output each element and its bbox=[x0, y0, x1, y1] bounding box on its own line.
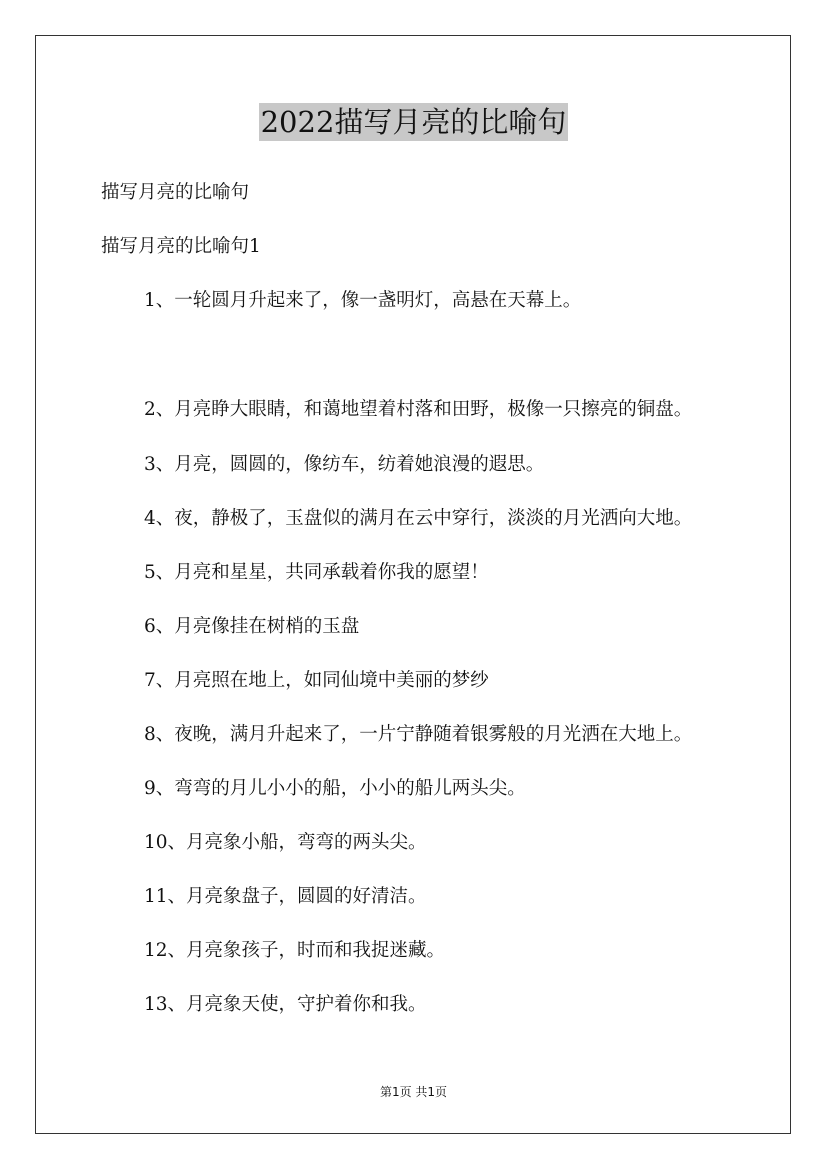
list-item: 8、夜晚，满月升起来了，一片宁静随着银雾般的月光洒在大地上。 bbox=[144, 724, 693, 745]
list-item: 5、月亮和星星，共同承载着你我的愿望！ bbox=[144, 562, 489, 583]
list-item: 7、月亮照在地上，如同仙境中美丽的梦纱 bbox=[144, 670, 489, 691]
title-container bbox=[0, 103, 827, 141]
list-item: 11、月亮象盘子，圆圆的好清洁。 bbox=[144, 886, 427, 907]
list-item: 6、月亮像挂在树梢的玉盘 bbox=[144, 616, 360, 637]
document-title: 2022描写月亮的比喻句 bbox=[260, 105, 567, 139]
list-item: 3、月亮，圆圆的，像纺车，纺着她浪漫的遐思。 bbox=[144, 454, 545, 475]
list-item: 9、弯弯的月儿小小的船，小小的船儿两头尖。 bbox=[144, 778, 526, 799]
document-subtitle: 描写月亮的比喻句 bbox=[101, 182, 250, 203]
section-heading: 描写月亮的比喻句1 bbox=[101, 236, 261, 257]
list-item: 4、夜，静极了，玉盘似的满月在云中穿行，淡淡的月光洒向大地。 bbox=[144, 508, 693, 529]
list-item: 13、月亮象天使，守护着你和我。 bbox=[144, 994, 427, 1015]
list-item: 2、月亮睁大眼睛，和蔼地望着村落和田野，极像一只擦亮的铜盘。 bbox=[144, 399, 693, 420]
list-item: 12、月亮象孩子，时而和我捉迷藏。 bbox=[144, 940, 446, 961]
list-item: 1、一轮圆月升起来了，像一盏明灯，高悬在天幕上。 bbox=[144, 290, 582, 311]
page-footer: 第1页 共1页 bbox=[379, 1085, 448, 1099]
list-item: 10、月亮象小船，弯弯的两头尖。 bbox=[144, 832, 427, 853]
